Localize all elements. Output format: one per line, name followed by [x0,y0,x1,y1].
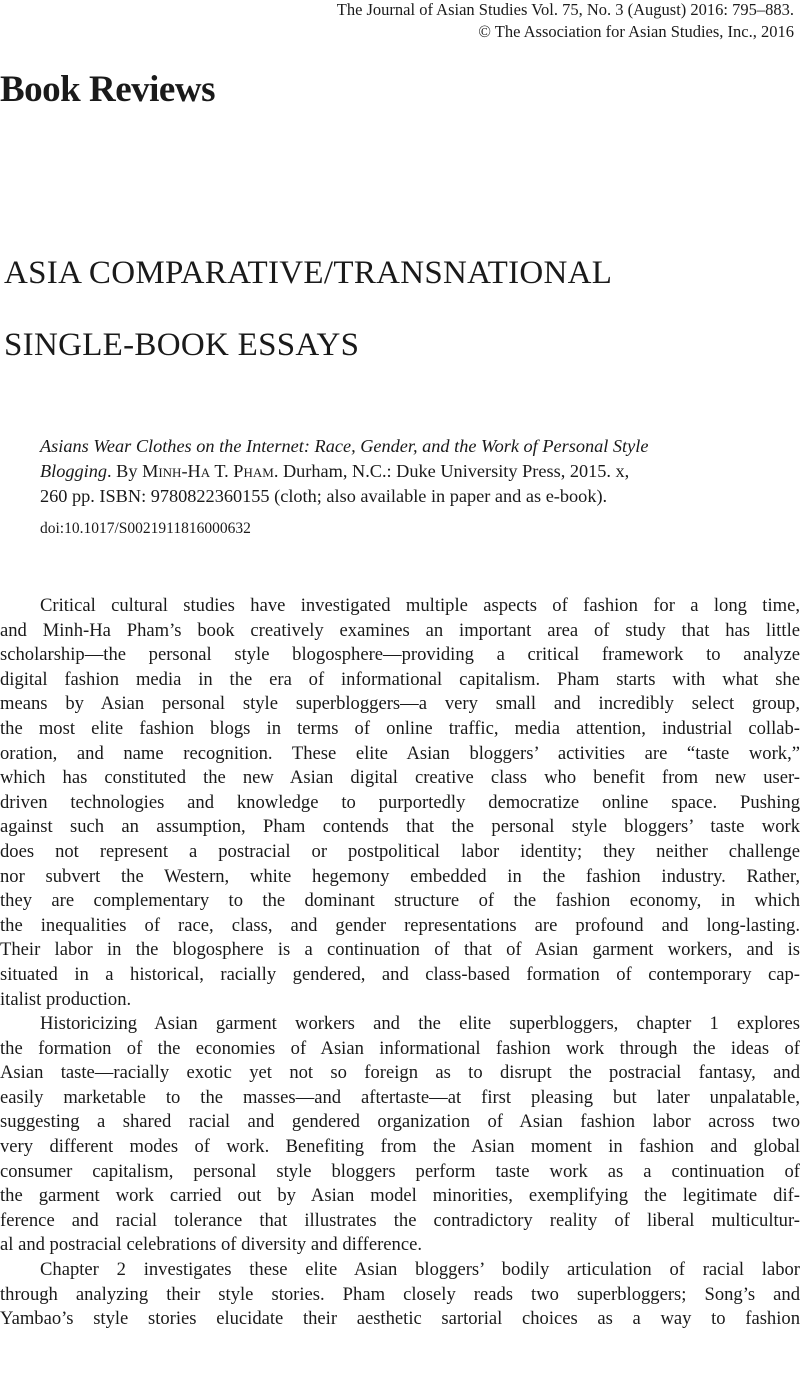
text-line: and Minh-Ha Pham’s book creatively examines an important area of study that has little [0,619,800,641]
category-heading-line2: SINGLE-BOOK ESSAYS [4,327,360,363]
review-paragraph [0,1258,800,1332]
category-heading-line1: ASIA COMPARATIVE/TRANSNATIONAL [4,255,613,291]
text-line: very different modes of work. Benefiting from the Asian moment in fashion and global [0,1136,800,1158]
publisher-info: . Durham, N.C.: Duke University Press, 2015. x, [273,461,630,481]
text-line: Their labor in the blogosphere is a continuation of that of Asian garment workers, and is [0,939,800,961]
copyright-line: © The Association for Asian Studies, Inc., 2016 [478,22,794,41]
text-line: Chapter 2 investigates these elite Asian bloggers’ bodily articulation of racial labor [40,1259,800,1281]
text-line: situated in a historical, racially gendered, and class-based formation of contemporary cap- [0,963,800,985]
text-line: digital fashion media in the era of informational capitalism. Pham starts with what she [0,668,800,690]
text-line: oration, and name recognition. These elite Asian bloggers’ activities are “taste work,” [0,742,800,764]
review-body [0,594,800,1332]
text-line: nor subvert the Western, white hegemony embedded in the fashion industry. Rather, [0,865,800,887]
text-line: italist production. [0,988,132,1010]
book-citation [40,434,800,509]
text-line: ference and racial tolerance that illustrates the contradictory reality of liberal multicultur- [0,1209,800,1231]
text-line: which has constituted the new Asian digital creative class who benefit from new user- [0,767,800,789]
text-line: al and postracial celebrations of diversity and difference. [0,1234,422,1256]
book-title: Asians Wear Clothes on the Internet: Race, Gender, and the Work of Personal Style [40,436,649,456]
text-line: against such an assumption, Pham contends that the personal style bloggers’ taste work [0,816,800,838]
review-paragraph [0,594,800,1012]
journal-citation-header: The Journal of Asian Studies Vol. 75, No. 3 (August) 2016: 795–883. [336,0,794,19]
section-title: Book Reviews [0,69,215,110]
text-line: through analyzing their style stories. Pham closely reads two superbloggers; Song’s and [0,1283,800,1305]
text-line: Yambao’s style stories elucidate their aesthetic sartorial choices as a way to fashion [0,1308,800,1330]
text-line: driven technologies and knowledge to purportedly democratize online space. Pushing [0,791,800,813]
text-line: does not represent a postracial or postpolitical labor identity; they neither challenge [0,840,800,862]
doi-link[interactable]: doi:10.1017/S0021911816000632 [40,520,251,537]
text-line: suggesting a shared racial and gendered organization of Asian fashion labor across two [0,1111,800,1133]
text-line: consumer capitalism, personal style bloggers perform taste work as a continuation of [0,1160,800,1182]
by-label: . By [107,461,143,481]
isbn-info: 260 pp. ISBN: 9780822360155 (cloth; also available in paper and as e-book). [40,486,608,506]
text-line: easily marketable to the masses—and aftertaste—at first pleasing but later unpalatable, [0,1086,800,1108]
text-line: Asian taste—racially exotic yet not so foreign as to disrupt the postracial fantasy, and [0,1062,800,1084]
text-line: scholarship—the personal style blogosphere—providing a critical framework to analyze [0,644,800,666]
text-line: the inequalities of race, class, and gender representations are profound and long-lasting. [0,914,800,936]
book-title-continued: Blogging [40,461,108,481]
author-name: Minh-Ha T. Pham [142,461,274,481]
text-line: the most elite fashion blogs in terms of online traffic, media attention, industrial collab- [0,717,800,739]
text-line: Historicizing Asian garment workers and the elite superbloggers, chapter 1 explores [40,1013,800,1035]
text-line: the garment work carried out by Asian model minorities, exemplifying the legitimate dif- [0,1185,800,1207]
text-line: means by Asian personal style superbloggers—a very small and incredibly select group, [0,693,800,715]
text-line: the formation of the economies of Asian informational fashion work through the ideas of [0,1037,800,1059]
text-line: Critical cultural studies have investigated multiple aspects of fashion for a long time, [40,595,800,616]
review-paragraph [0,1012,800,1258]
text-line: they are complementary to the dominant structure of the fashion economy, in which [0,890,800,912]
